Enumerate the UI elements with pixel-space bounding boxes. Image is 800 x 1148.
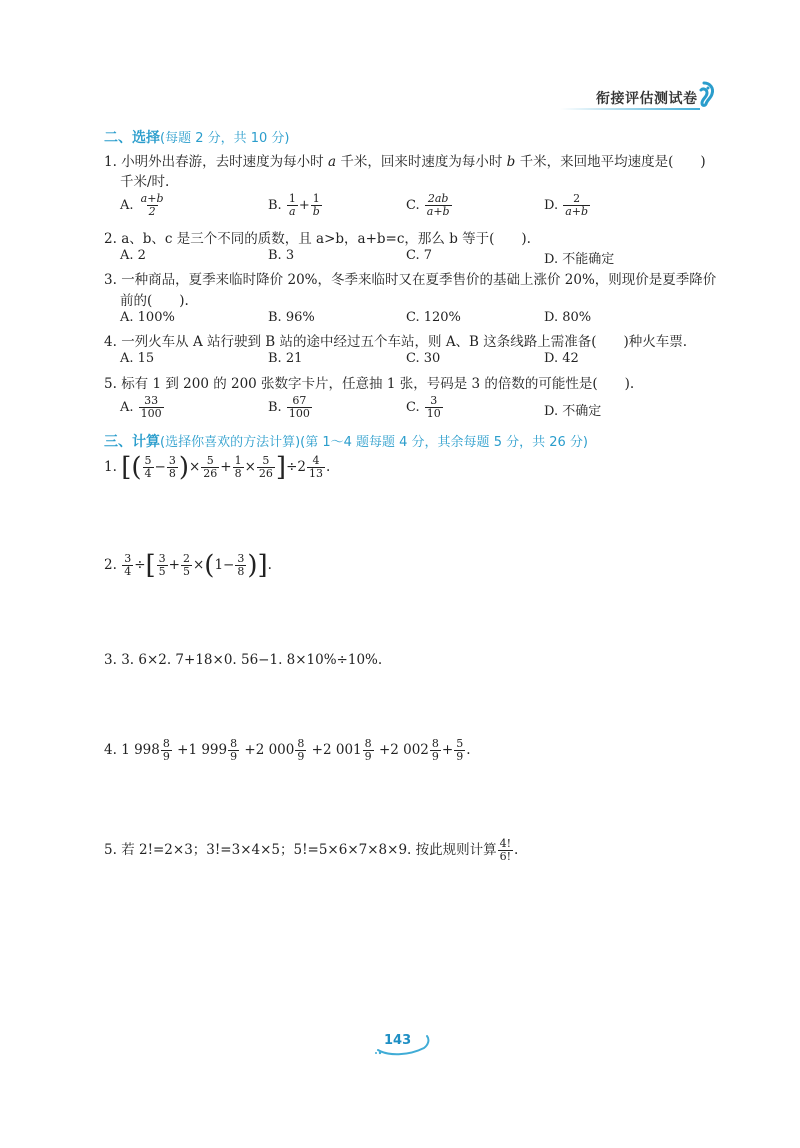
question-number: 5. [104, 376, 117, 392]
question-text: 小明外出春游，去时速度为每小时 [121, 154, 328, 170]
denominator: a [289, 205, 296, 218]
numerator: 5 [456, 737, 464, 750]
question-text: 标有 1 到 200 的 200 张数字卡片，任意抽 1 张，号码是 3 的倍数的可能性是( ). [121, 376, 635, 392]
denominator: 6! [499, 850, 512, 863]
section-2-note: (每题 2 分，共 10 分) [160, 131, 290, 146]
right-bracket: ] [275, 452, 287, 483]
numerator: 3 [158, 552, 166, 565]
fraction [143, 455, 154, 480]
fraction [454, 738, 465, 763]
whole-part: +2 000 [244, 742, 295, 758]
denominator: 10 [426, 407, 441, 420]
left-paren: ( [204, 550, 215, 581]
calc-question-3 [104, 652, 382, 668]
calc-question-2 [104, 550, 272, 581]
q1-option-b [268, 193, 323, 218]
q3-option-d: D. 80% [544, 310, 592, 325]
section-2-title: 二、选择 [104, 130, 160, 146]
section-2-heading [104, 127, 290, 147]
option-letter: B. [268, 198, 282, 213]
numerator: 8 [297, 737, 305, 750]
numerator: 1 [234, 454, 242, 467]
period: . [325, 459, 331, 475]
denominator: 5 [158, 565, 166, 578]
q4-option-c: C. 30 [406, 351, 441, 366]
fraction [233, 455, 244, 480]
option-letter: C. [406, 198, 420, 213]
denominator: 8 [237, 565, 245, 578]
fraction [363, 738, 374, 763]
calc-question-5 [104, 838, 518, 863]
choice-question-4 [104, 330, 687, 350]
numerator: 4! [499, 837, 512, 850]
fraction [295, 738, 306, 763]
q2-option-a: A. 2 [120, 248, 146, 263]
q1-option-a [120, 193, 167, 218]
denominator: a+b [426, 205, 450, 218]
period: . [514, 842, 519, 858]
section-3-note: (选择你喜欢的方法计算)(第 1～4 题每题 4 分，其余每题 5 分，共 26 分) [160, 435, 588, 450]
fraction [563, 193, 590, 218]
numerator: 3 [237, 552, 245, 565]
whole-part: +2 002 [378, 742, 429, 758]
fraction [235, 553, 246, 578]
fraction [167, 455, 178, 480]
denominator: 4 [124, 565, 132, 578]
fraction [139, 193, 166, 218]
plus-sign: + [441, 742, 454, 758]
one-minus: 1− [214, 557, 235, 573]
numerator: 5 [144, 454, 152, 467]
denominator: 5 [182, 565, 190, 578]
denominator: 13 [308, 467, 323, 480]
calc-question-4 [104, 738, 471, 763]
denominator: 8 [168, 467, 176, 480]
numerator: 2ab [427, 192, 449, 205]
minus-sign: − [154, 459, 166, 475]
period: . [267, 557, 272, 573]
numerator: 8 [162, 737, 170, 750]
header-underline [560, 108, 700, 110]
denominator: 9 [230, 750, 238, 763]
question-text: 若 2!=2×3；3!=3×4×5；5!=5×6×7×8×9. 按此规则计算 [121, 842, 497, 858]
times-sign: × [192, 557, 205, 573]
question-number: 3. [104, 652, 117, 668]
q4-option-b: B. 21 [268, 351, 303, 366]
period: . [466, 742, 471, 758]
choice-question-5 [104, 372, 634, 392]
numerator: 8 [431, 737, 439, 750]
denominator: 9 [431, 750, 439, 763]
whole-part: 1 998 [121, 742, 160, 758]
denominator: 8 [234, 467, 242, 480]
q2-option-d: D. 不能确定 [544, 252, 615, 267]
plus-sign: + [298, 198, 310, 213]
fraction [425, 193, 452, 218]
section-3-heading [104, 431, 588, 451]
numerator: 3 [430, 394, 438, 407]
numerator: 33 [144, 394, 159, 407]
question-text: a、b、c 是三个不同的质数，且 a>b，a+b=c，那么 b 等于( ). [121, 231, 531, 247]
calc-question-1 [104, 452, 331, 483]
var-b: b [506, 154, 516, 170]
numerator: 2 [573, 192, 581, 205]
question-number: 3. [104, 272, 117, 288]
denominator: 26 [203, 467, 218, 480]
question-1-line2: 千米/时. [120, 174, 170, 190]
denominator: 9 [364, 750, 372, 763]
option-letter: C. [406, 400, 420, 415]
question-number: 4. [104, 334, 117, 350]
q3-option-a: A. 100% [120, 310, 175, 325]
plus-sign: + [220, 459, 232, 475]
fraction [287, 193, 298, 218]
option-letter: A. [120, 198, 134, 213]
q1-option-c [406, 193, 453, 218]
numerator: 1 [288, 192, 296, 205]
question-number: 2. [104, 231, 117, 247]
running-header: 衔接评估测试卷 [596, 91, 698, 107]
question-text: 千米，来回地平均速度是( ) [515, 154, 706, 170]
question-number: 2. [104, 557, 117, 573]
option-letter: D. [544, 198, 559, 213]
whole-part: +1 999 [177, 742, 228, 758]
option-letter: A. [120, 400, 134, 415]
numerator: 2 [182, 552, 190, 565]
choice-question-3 [104, 268, 716, 288]
divide-sign: ÷ [134, 557, 146, 573]
denominator: 26 [258, 467, 273, 480]
left-bracket: [ [145, 550, 156, 581]
numerator: 5 [206, 454, 214, 467]
denominator: 2 [148, 205, 156, 218]
numerator: 3 [124, 552, 132, 565]
q5-option-b [268, 395, 313, 420]
numerator: 1 [312, 192, 320, 205]
numerator: a+b [140, 192, 164, 205]
numerator: 5 [262, 454, 270, 467]
question-3-line2: 前的( ). [120, 293, 189, 309]
question-number: 1. [104, 459, 117, 475]
q5-option-c [406, 395, 444, 420]
question-text: 千米，回来时速度为每小时 [336, 154, 507, 170]
denominator: b [312, 205, 320, 218]
numerator: 8 [230, 737, 238, 750]
question-number: 1. [104, 154, 117, 170]
divide-term: ÷2 [286, 459, 306, 475]
denominator: 9 [162, 750, 170, 763]
choice-question-1 [104, 150, 706, 170]
fraction [139, 395, 164, 420]
fraction [311, 193, 322, 218]
q5-option-d: D. 不确定 [544, 404, 602, 419]
fraction [201, 455, 219, 480]
plus-sign: + [168, 557, 180, 573]
fraction [430, 738, 441, 763]
page-number: 143 [384, 1033, 412, 1048]
numerator: 3 [168, 454, 176, 467]
denominator: a+b [565, 205, 589, 218]
fraction [161, 738, 172, 763]
var-a: a [327, 154, 337, 170]
numerator: 8 [364, 737, 372, 750]
left-paren: ( [131, 452, 142, 483]
choice-question-2 [104, 227, 531, 247]
numerator: 67 [292, 394, 307, 407]
option-letter: B. [268, 400, 282, 415]
question-number: 4. [104, 742, 117, 758]
question-text: 一列火车从 A 站行驶到 B 站的途中经过五个车站，则 A、B 这条线路上需准备( )种火车票. [121, 334, 688, 350]
q2-option-b: B. 3 [268, 248, 295, 263]
numerator: 4 [312, 454, 320, 467]
times-sign: × [188, 459, 201, 475]
fraction [307, 455, 325, 480]
fraction [228, 738, 239, 763]
denominator: 4 [144, 467, 152, 480]
fraction [157, 553, 168, 578]
right-paren: ) [178, 452, 189, 483]
right-bracket: ] [257, 550, 268, 581]
section-3-title: 三、计算 [104, 434, 160, 450]
question-text: 3. 6×2. 7+18×0. 56−1. 8×10%÷10%. [121, 652, 383, 668]
q3-option-b: B. 96% [268, 310, 315, 325]
whole-part: +2 001 [311, 742, 362, 758]
denominator: 100 [288, 407, 310, 420]
times-sign: × [244, 459, 256, 475]
fraction [425, 395, 443, 420]
q3-option-c: C. 120% [406, 310, 461, 325]
fraction [498, 838, 513, 863]
right-paren: ) [247, 550, 258, 581]
question-number: 5. [104, 842, 117, 858]
q5-option-a [120, 395, 165, 420]
fraction [181, 553, 192, 578]
fraction [287, 395, 312, 420]
q4-option-a: A. 15 [120, 351, 155, 366]
fraction [122, 553, 133, 578]
question-text: 一种商品，夏季来临时降价 20%，冬季来临时又在夏季售价的基础上涨价 20%，则现价是夏季降价 [121, 272, 717, 288]
denominator: 9 [297, 750, 305, 763]
left-bracket: [ [121, 452, 132, 483]
fraction [257, 455, 275, 480]
q1-option-d [544, 193, 591, 218]
q2-option-c: C. 7 [406, 248, 433, 263]
denominator: 100 [140, 407, 162, 420]
seahorse-logo-icon [690, 80, 718, 108]
denominator: 9 [456, 750, 464, 763]
q4-option-d: D. 42 [544, 351, 579, 366]
